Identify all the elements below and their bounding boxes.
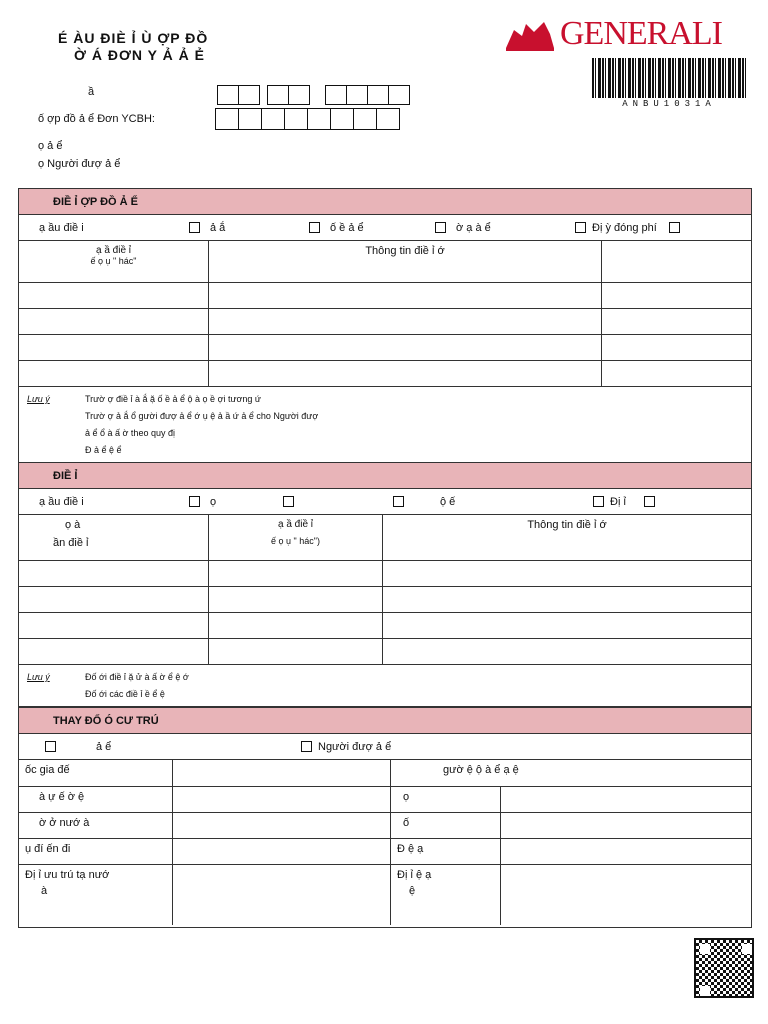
section1-note <box>19 387 751 462</box>
section1-header-row <box>19 241 751 283</box>
section1-option-2[interactable]: ố ề ả ể <box>309 222 435 234</box>
table-cell[interactable] <box>209 309 602 334</box>
lion-icon <box>504 18 556 52</box>
residence-label: à ự ế ờ ệ <box>19 787 173 812</box>
qr-code <box>694 938 754 998</box>
note-text: Trườ ợ điề ỉ à ắ ặ ố ề ả ể ộ à ọ ề ợi tương ứ Trườ ợ ả ắ ổ gười đượ ả ể ớ ụ ệ ả ầ ứ ả ể cho Người đượ ả ể ổ à ấ ờ theo quy đị Đ ả ể ệ ể <box>85 394 319 455</box>
table-cell[interactable] <box>19 561 209 586</box>
checkbox[interactable] <box>393 496 404 507</box>
residence-input[interactable] <box>173 813 391 838</box>
section2-col1-header: ọ à ần điề ỉ <box>19 515 209 560</box>
checkbox[interactable] <box>644 496 655 507</box>
section1-option-4[interactable]: Đị ỳ đóng phí <box>575 222 715 234</box>
residence-label: ụ đí ến đi <box>19 839 173 864</box>
residence-label: gườ ệ ộ à ể ạ ệ <box>443 764 519 776</box>
residence-row <box>19 865 751 925</box>
date-box[interactable] <box>346 85 368 105</box>
section1-header: ĐIỀ Ỉ ỢP ĐỒ Ả Ể <box>19 189 751 215</box>
table-cell[interactable] <box>209 283 602 308</box>
barcode <box>592 58 746 98</box>
residence-row <box>19 839 751 865</box>
title-line-2: Ờ Á ĐƠN Y Ả Ả Ẻ <box>74 47 205 63</box>
table-cell[interactable] <box>209 561 383 586</box>
section2-option-4[interactable]: Đị ỉ <box>593 496 713 508</box>
table-cell[interactable] <box>19 361 209 386</box>
contract-box[interactable] <box>261 108 285 130</box>
residence-row <box>19 760 751 787</box>
contract-box[interactable] <box>215 108 239 130</box>
note-tag: Lưu ý <box>27 394 50 404</box>
contract-box[interactable] <box>376 108 400 130</box>
section2-option-1[interactable]: ọ <box>189 496 283 508</box>
table-cell[interactable] <box>19 309 209 334</box>
contract-number-boxes[interactable] <box>216 108 400 130</box>
residence-input[interactable] <box>173 865 391 925</box>
checkbox[interactable] <box>189 496 200 507</box>
table-row <box>19 639 751 665</box>
section1-col3-header <box>602 241 751 282</box>
section2-note <box>19 665 751 709</box>
date-box[interactable] <box>217 85 239 105</box>
table-cell[interactable] <box>602 309 751 334</box>
date-box[interactable] <box>388 85 410 105</box>
date-box[interactable] <box>267 85 289 105</box>
residence-input[interactable] <box>501 865 751 925</box>
section3-header: THAY ĐỔ Ó CƯ TRÚ <box>19 708 751 734</box>
section2-col2-header: ạ ầ điề ỉ ế ọ ụ " hác") <box>209 515 383 560</box>
residence-input[interactable] <box>501 787 751 812</box>
checkbox[interactable] <box>669 222 680 233</box>
insured-name-label: ọ Người đượ ả ể <box>38 158 121 170</box>
residence-row <box>19 813 751 839</box>
table-row <box>19 361 751 387</box>
table-cell[interactable] <box>19 639 209 664</box>
contract-box[interactable] <box>353 108 377 130</box>
residence-label: ố <box>391 813 501 838</box>
date-label: ầ <box>88 86 95 98</box>
policyholder-option[interactable]: ả ể <box>45 741 301 753</box>
title-line-1: É ÀU ĐIÈ Ỉ Ù ỢP ĐỒ <box>58 30 209 46</box>
section-rider-info <box>18 462 752 707</box>
date-box[interactable] <box>367 85 389 105</box>
table-cell[interactable] <box>602 283 751 308</box>
table-cell[interactable] <box>209 335 602 360</box>
section1-type-label: ạ ầu điề i <box>39 221 84 234</box>
table-cell[interactable] <box>19 587 209 612</box>
residence-label: Đị ỉ ưu trú tạ nướ à <box>19 865 173 925</box>
table-cell[interactable] <box>19 283 209 308</box>
form-title <box>58 30 478 64</box>
table-row <box>19 309 751 335</box>
table-row <box>19 335 751 361</box>
residence-row <box>19 787 751 813</box>
table-cell[interactable] <box>209 587 383 612</box>
table-cell[interactable] <box>209 361 602 386</box>
table-row <box>19 283 751 309</box>
section2-col3-header: Thông tin điề ỉ ớ <box>527 519 607 531</box>
table-cell[interactable] <box>383 561 751 586</box>
generali-logo <box>504 14 744 54</box>
table-cell[interactable] <box>19 613 209 638</box>
table-row <box>19 613 751 639</box>
section-residence-change <box>18 707 752 928</box>
table-cell[interactable] <box>19 335 209 360</box>
table-cell[interactable] <box>209 639 383 664</box>
residence-label: ọ <box>391 787 501 812</box>
section2-header: ĐIỀ Ỉ <box>19 463 751 489</box>
section1-type-row <box>19 215 751 241</box>
table-cell[interactable] <box>602 335 751 360</box>
contract-box[interactable] <box>284 108 308 130</box>
residence-label: ờ ở nướ à <box>19 813 173 838</box>
barcode-code: ANBU1031A <box>622 99 716 109</box>
section2-option-2[interactable] <box>283 496 393 507</box>
checkbox[interactable] <box>435 222 446 233</box>
section1-col2-header: Thông tin điề ỉ ớ <box>209 241 602 282</box>
table-cell[interactable] <box>602 361 751 386</box>
section1-option-1[interactable]: ả ắ <box>189 222 309 234</box>
section2-type-label: ạ ầu điề i <box>39 495 84 508</box>
date-box[interactable] <box>325 85 347 105</box>
policyholder-name-label: ọ ả ể <box>38 140 63 152</box>
section2-type-row <box>19 489 751 515</box>
table-cell[interactable] <box>209 613 383 638</box>
checkbox[interactable] <box>189 222 200 233</box>
insured-option[interactable]: Người đượ ả ể <box>301 741 391 753</box>
residence-input[interactable] <box>501 839 751 864</box>
residence-input[interactable] <box>501 813 751 838</box>
date-box[interactable] <box>288 85 310 105</box>
contract-number-label: ố ợp đồ ả ể Đơn YCBH: <box>38 113 155 125</box>
residence-input[interactable] <box>173 839 391 864</box>
date-boxes[interactable] <box>218 85 418 105</box>
date-box[interactable] <box>238 85 260 105</box>
section3-party-row <box>19 734 751 760</box>
table-row <box>19 587 751 613</box>
checkbox[interactable] <box>301 741 312 752</box>
contract-box[interactable] <box>238 108 262 130</box>
checkbox[interactable] <box>309 222 320 233</box>
note-text: Đố ới điề ỉ ặ ử à ấ ờ ể ệ ớ Đố ới các điề ỉ ề ể ệ <box>85 672 189 699</box>
residence-label: Đ ệ ạ <box>391 839 501 864</box>
section2-header-row <box>19 515 751 561</box>
checkbox[interactable] <box>593 496 604 507</box>
table-cell[interactable] <box>383 639 751 664</box>
logo-text: GENERALI <box>560 15 722 52</box>
section1-option-3[interactable]: ờ ạ à ể <box>435 222 575 234</box>
residence-label: ốc gia đế <box>19 760 173 786</box>
checkbox[interactable] <box>575 222 586 233</box>
checkbox[interactable] <box>283 496 294 507</box>
section1-col1-header: ạ ầ điề ỉ ế ọ ụ " hác" <box>19 241 209 282</box>
residence-input[interactable] <box>173 760 391 786</box>
table-cell[interactable] <box>383 613 751 638</box>
residence-input[interactable] <box>173 787 391 812</box>
note-tag: Lưu ý <box>27 672 50 682</box>
contract-box[interactable] <box>307 108 331 130</box>
contract-box[interactable] <box>330 108 354 130</box>
table-cell[interactable] <box>383 587 751 612</box>
section2-option-3[interactable]: ộ ế <box>393 496 593 508</box>
checkbox[interactable] <box>45 741 56 752</box>
section-contract-info <box>18 188 752 463</box>
table-row <box>19 561 751 587</box>
residence-label: Đị ỉ ệ ạ ệ <box>391 865 501 925</box>
